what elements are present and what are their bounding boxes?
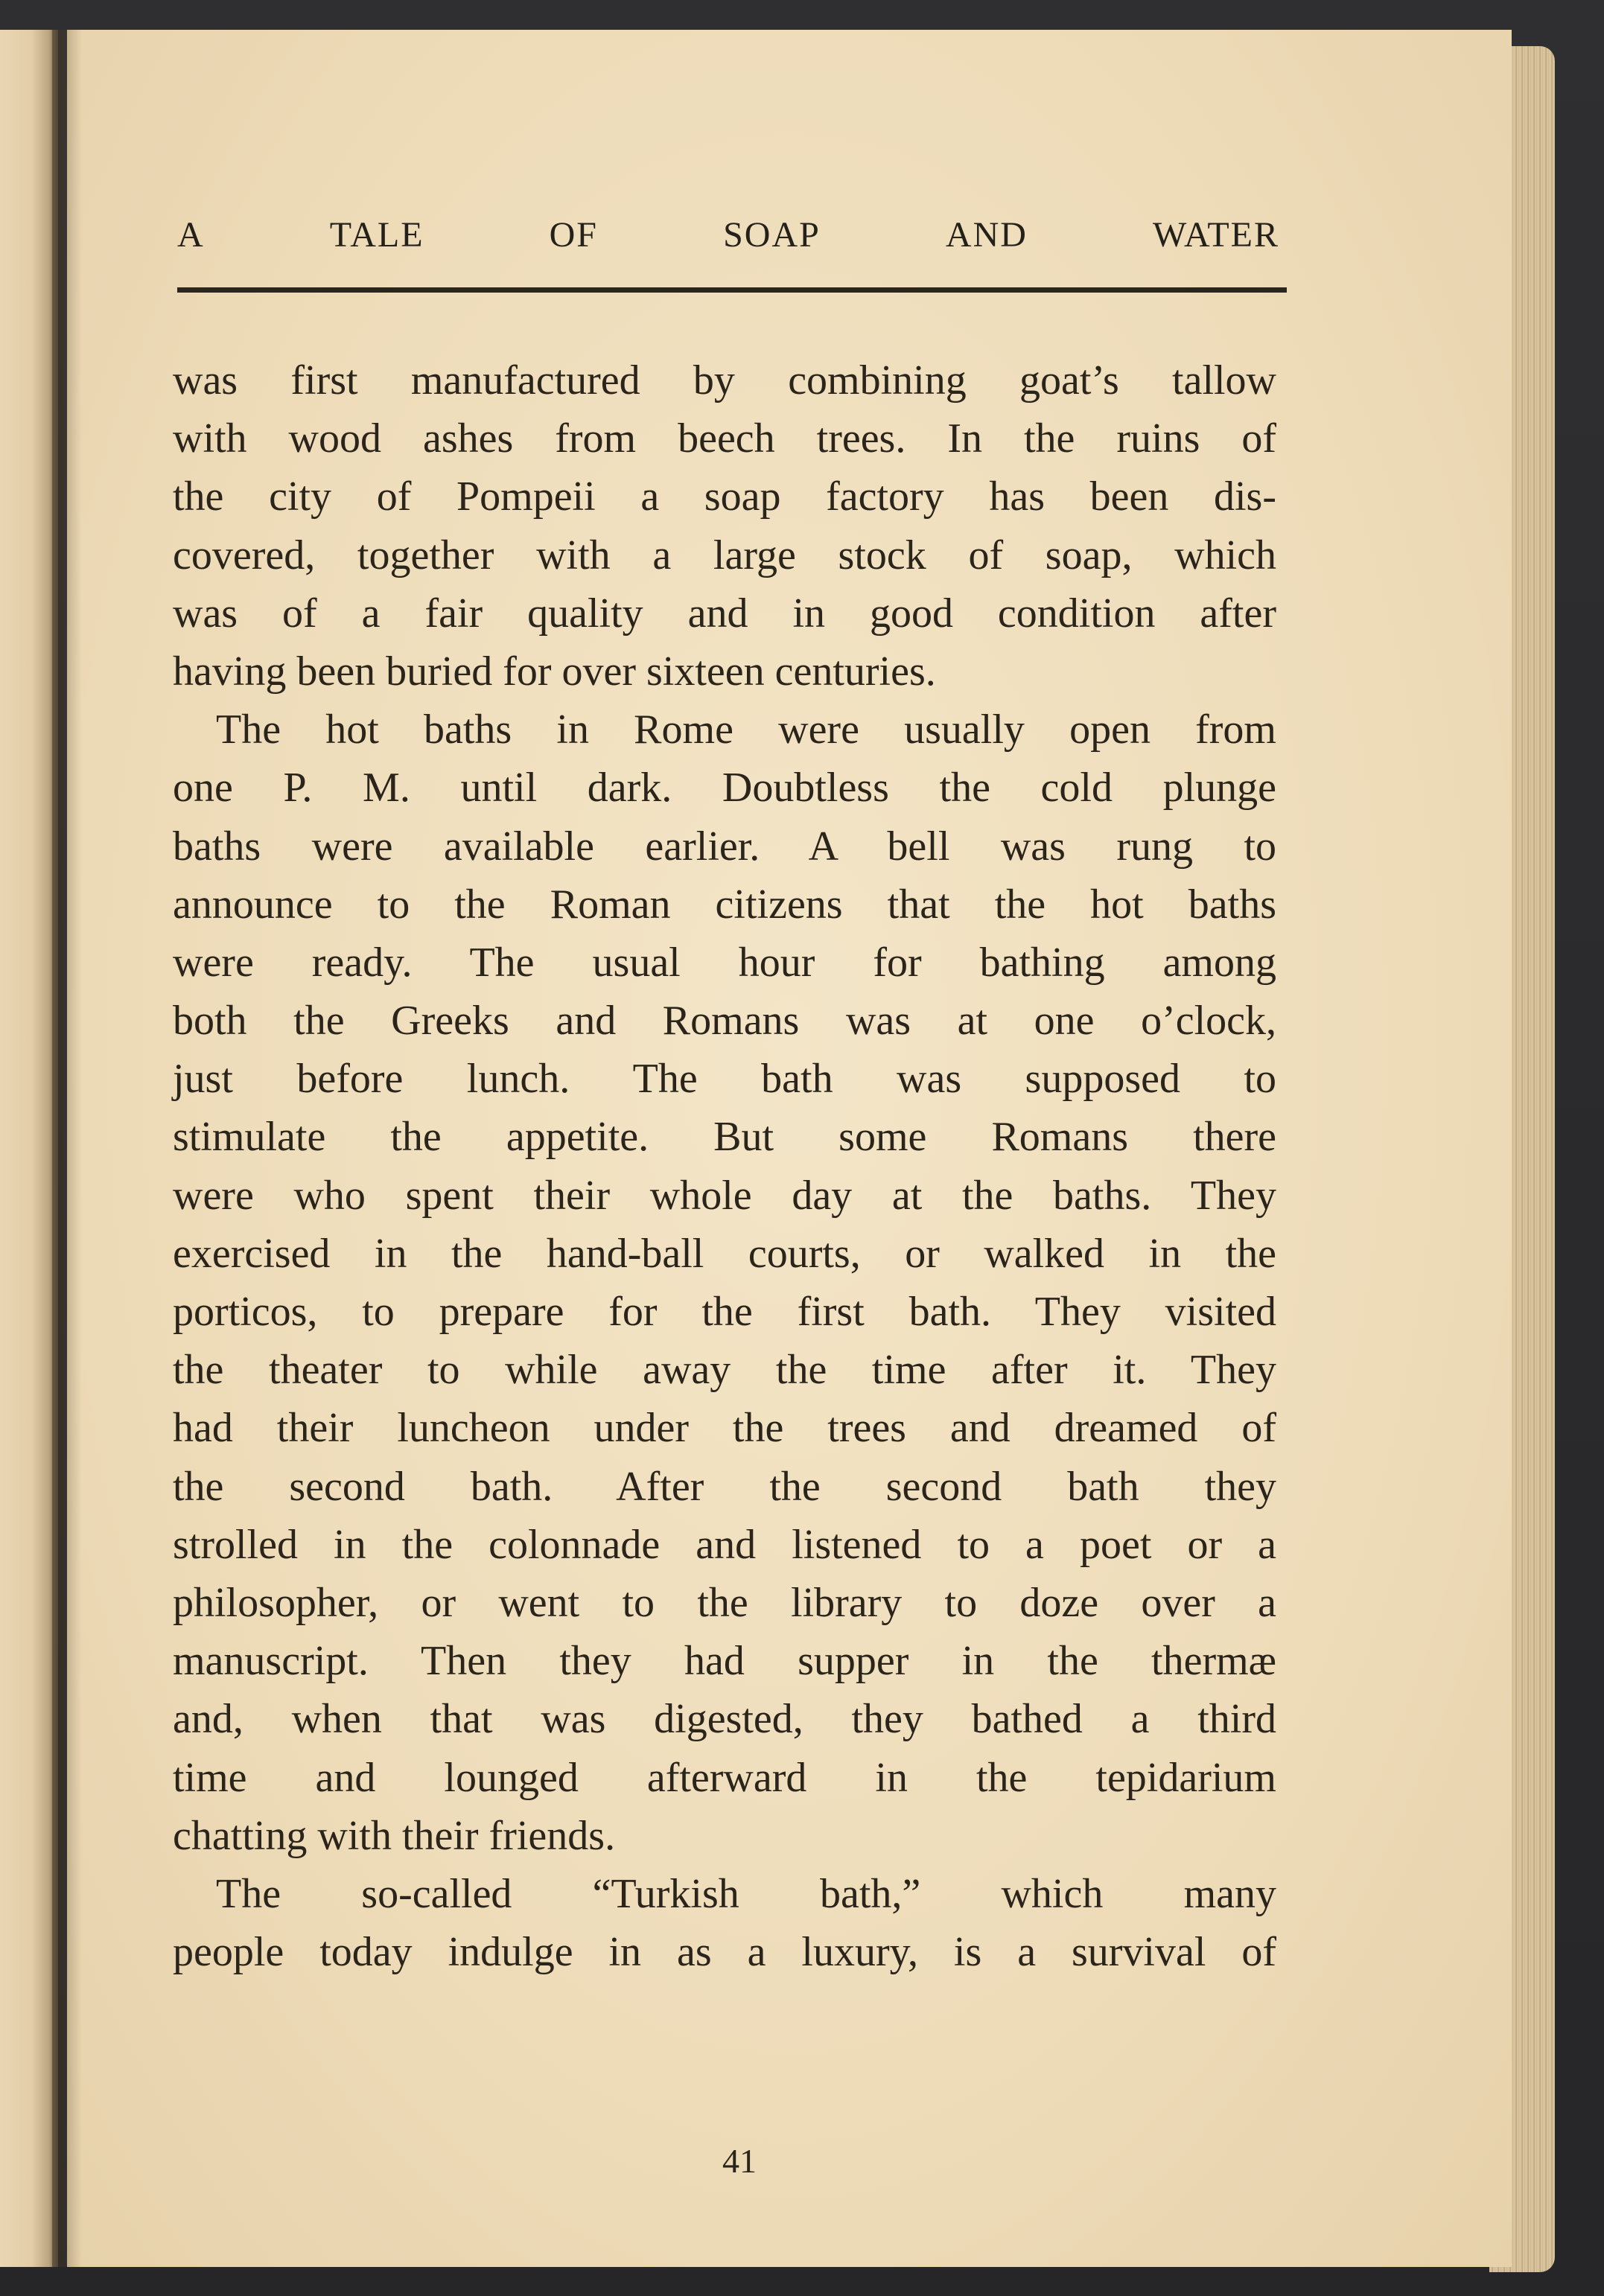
running-head-word: AND [945, 215, 1028, 255]
previous-page-edge [0, 30, 58, 2267]
running-head-word: OF [549, 215, 598, 255]
text-line: were who spent their whole day at the baths. They [173, 1172, 1276, 1219]
text-line: strolled in the colonnade and listened to a poet or a [173, 1521, 1276, 1568]
text-line: exercised in the hand-ball courts, or walked in the [173, 1230, 1276, 1277]
running-head-word: TALE [329, 215, 424, 255]
text-line: The hot baths in Rome were usually open from [216, 707, 1276, 753]
text-line: covered, together with a large stock of soap, which [173, 532, 1276, 578]
running-head-word: WATER [1153, 215, 1279, 255]
text-line: both the Greeks and Romans was at one o’clock, [173, 998, 1276, 1045]
text-line: philosopher, or went to the library to doze over a [173, 1579, 1276, 1626]
text-line: one P. M. until dark. Doubtless the cold plunge [173, 765, 1276, 811]
running-head [177, 214, 1279, 255]
text-line: porticos, to prepare for the first bath. They visited [173, 1289, 1276, 1335]
page-number-container [0, 2141, 1604, 2181]
text-line: just before lunch. The bath was supposed to [173, 1056, 1276, 1103]
text-line: the city of Pompeii a soap factory has been dis- [173, 473, 1276, 520]
running-head-word: SOAP [723, 215, 821, 255]
page-number: 41 [722, 2142, 757, 2180]
text-line: was of a fair quality and in good condition after [173, 590, 1276, 637]
text-line: were ready. The usual hour for bathing among [173, 939, 1276, 986]
text-line: time and lounged afterward in the tepidarium [173, 1754, 1276, 1801]
running-head-word: A [177, 215, 205, 255]
text-line: the theater to while away the time after it. They [173, 1347, 1276, 1394]
text-line: the second bath. After the second bath they [173, 1463, 1276, 1510]
text-line: chatting with their friends. [173, 1812, 616, 1859]
text-line: baths were available earlier. A bell was rung to [173, 823, 1276, 870]
body-text [173, 351, 1276, 1981]
text-line: announce to the Roman citizens that the hot baths [173, 881, 1276, 928]
text-line: was first manufactured by combining goat’s tallow [173, 357, 1276, 404]
text-line: with wood ashes from beech trees. In the ruins of [173, 415, 1276, 462]
text-line: people today indulge in as a luxury, is a survival of [173, 1929, 1276, 1976]
text-line: manuscript. Then they had supper in the thermæ [173, 1638, 1276, 1685]
text-line: stimulate the appetite. But some Romans there [173, 1114, 1276, 1161]
book-gutter [52, 30, 82, 2267]
header-rule [177, 287, 1287, 293]
text-line: and, when that was digested, they bathed a third [173, 1696, 1276, 1743]
text-line: had their luncheon under the trees and dreamed of [173, 1405, 1276, 1452]
text-line: The so-called “Turkish bath,” which many [216, 1870, 1276, 1917]
text-line: having been buried for over sixteen centuries. [173, 648, 936, 695]
